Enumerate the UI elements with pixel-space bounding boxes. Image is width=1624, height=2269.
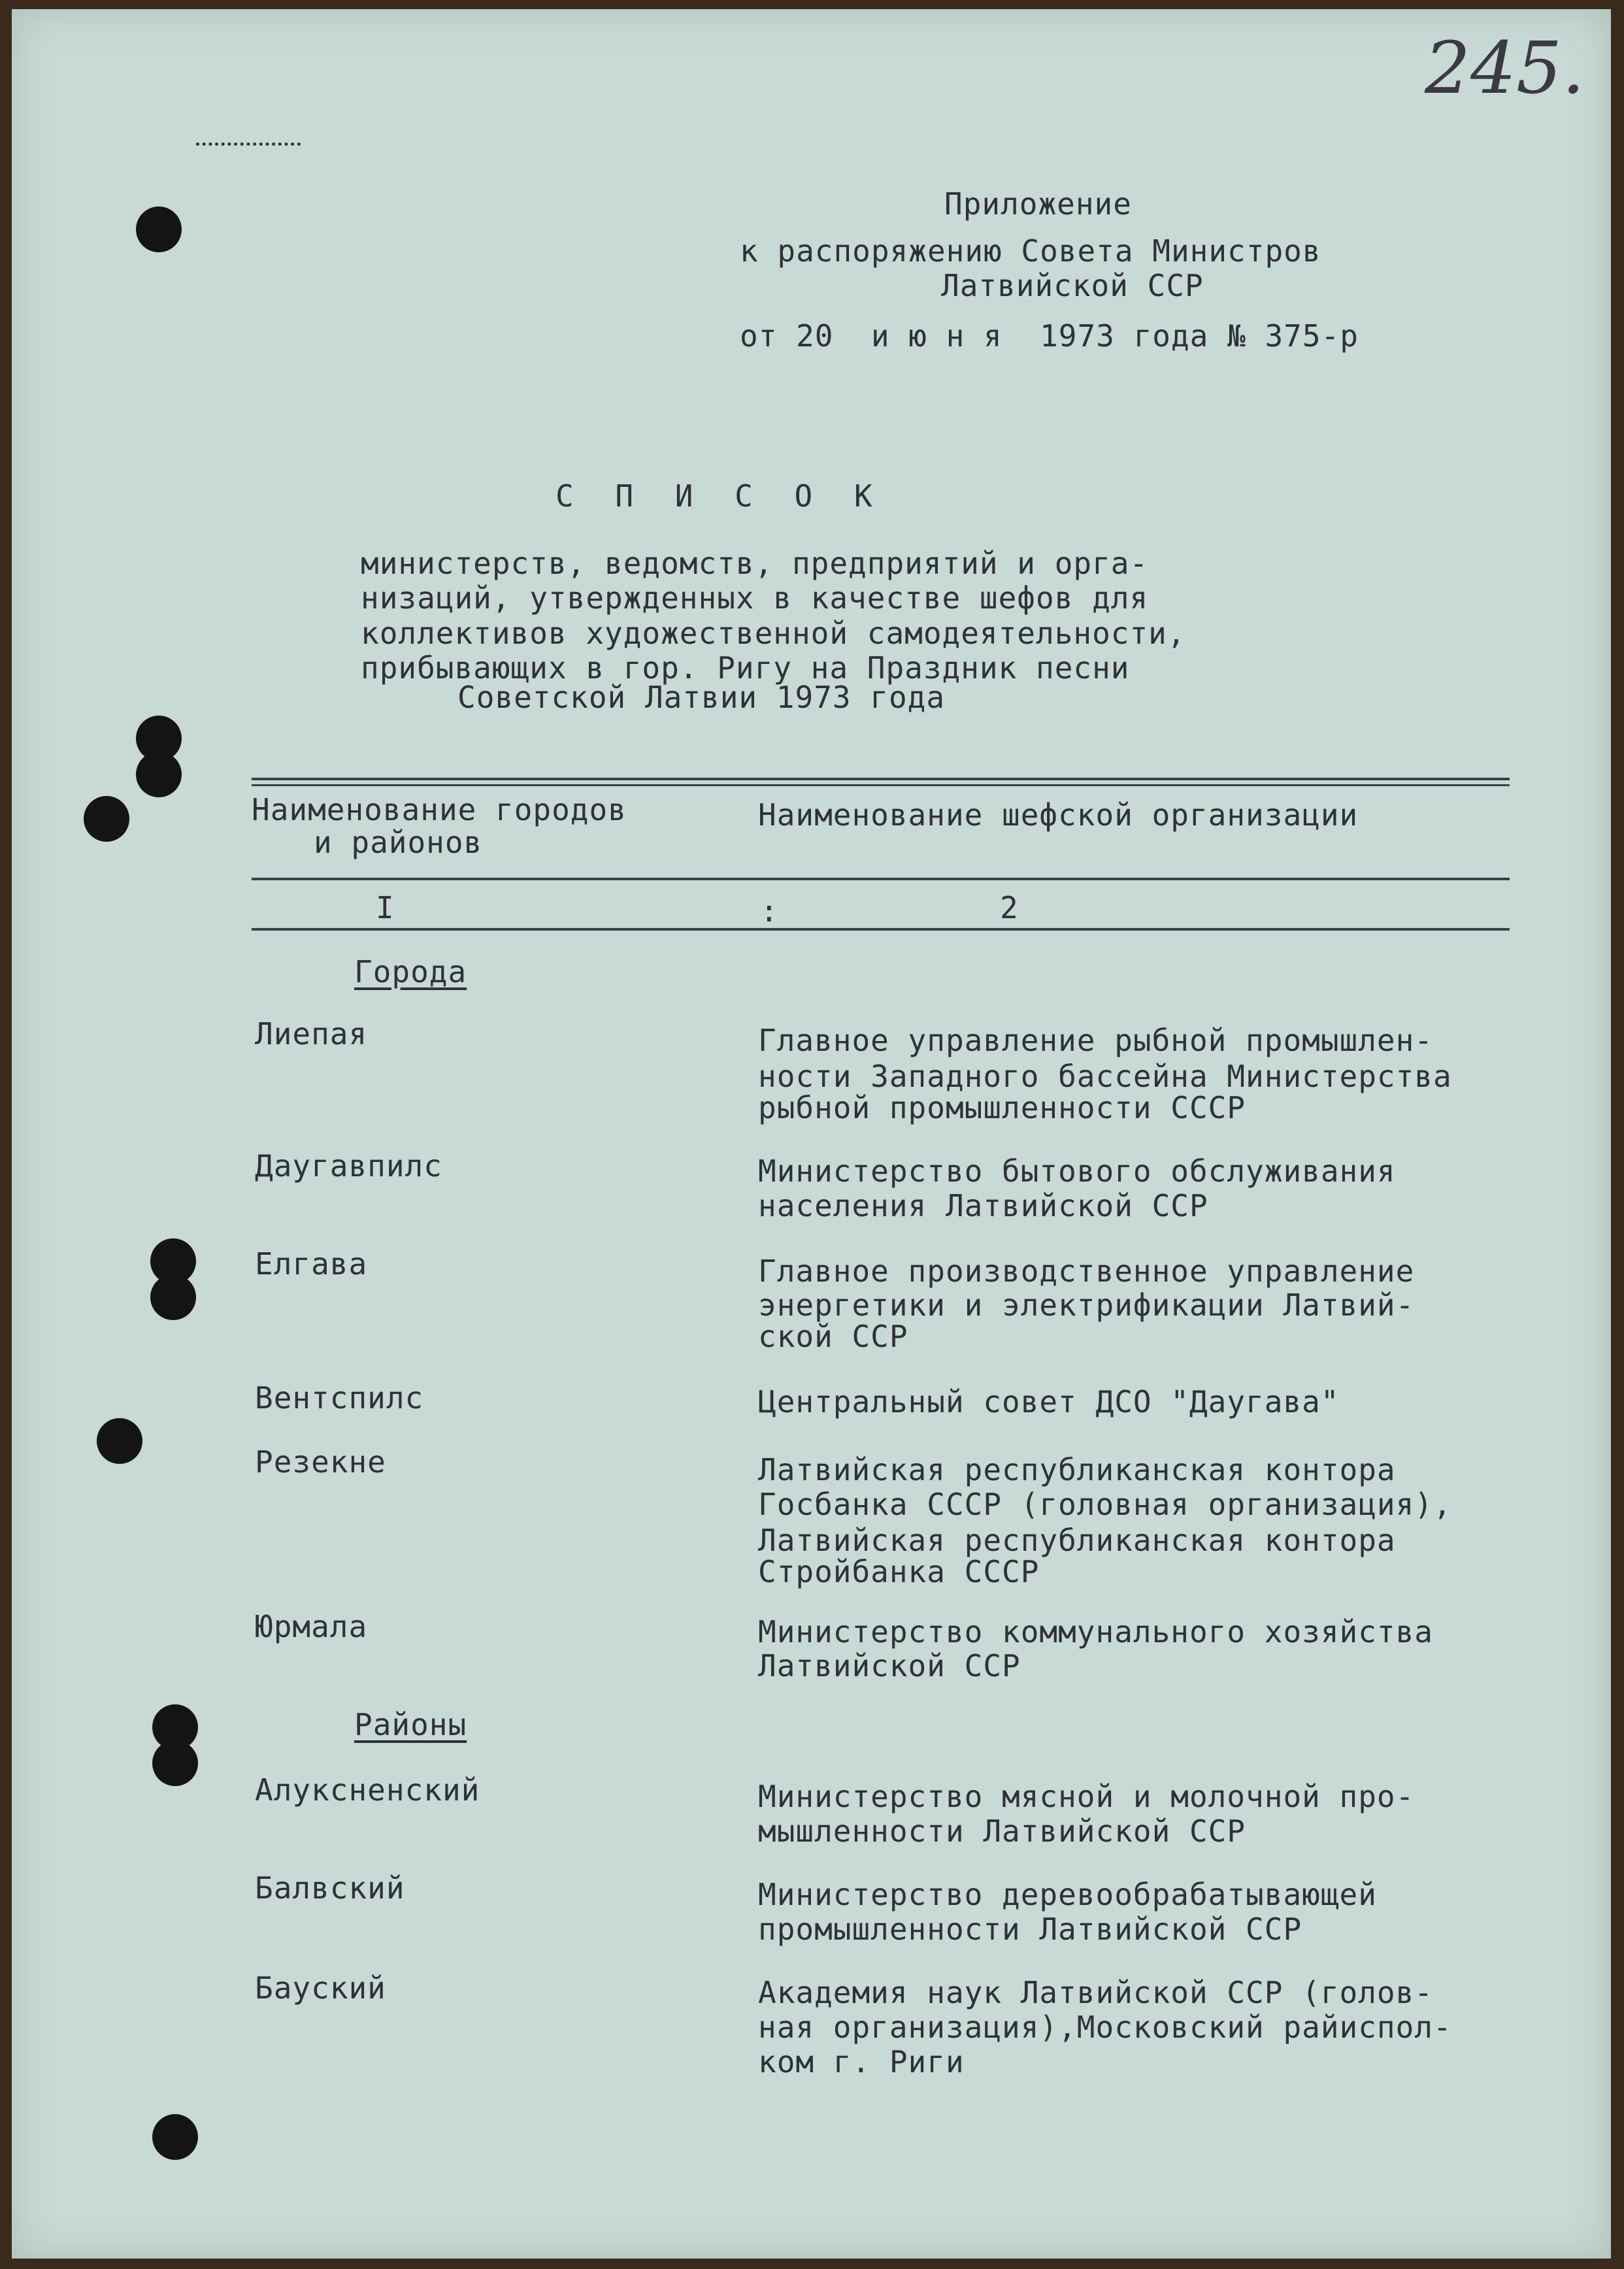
column-1-header-line-2: и районов xyxy=(314,825,483,860)
org-line: населения Латвийской ССР xyxy=(758,1188,1208,1223)
title-line-2: низаций, утвержденных в качестве шефов для xyxy=(361,580,1149,616)
org-line: Латвийская республиканская контора xyxy=(758,1523,1396,1558)
section-title-districts: Районы xyxy=(354,1707,467,1742)
org-line: Центральный совет ДСО "Даугава" xyxy=(758,1384,1340,1419)
city-name: Вентспилс xyxy=(255,1380,424,1416)
table-top-rule xyxy=(252,778,1510,786)
org-line: Министерство бытового обслуживания xyxy=(758,1153,1396,1189)
section-title-cities: Города xyxy=(354,954,467,989)
binder-hole xyxy=(136,207,182,252)
org-line: Латвийская республиканская контора xyxy=(758,1452,1396,1487)
org-line: Госбанка СССР (головная организация), xyxy=(758,1487,1452,1522)
title-line-4: прибывающих в гор. Ригу на Праздник песни xyxy=(361,650,1130,686)
title-line-3: коллективов художественной самодеятельности, xyxy=(361,616,1186,651)
org-line: Академия наук Латвийской ССР (голов- xyxy=(758,1975,1433,2010)
city-name: Резекне xyxy=(255,1444,386,1480)
org-line: Министерство мясной и молочной про- xyxy=(758,1779,1415,1814)
org-line: Министерство коммунального хозяйства xyxy=(758,1614,1433,1649)
binder-hole xyxy=(152,1740,198,1786)
org-line: ской ССР xyxy=(758,1319,908,1354)
appendix-line-4: от 20 и ю н я 1973 года № 375-р xyxy=(740,318,1359,354)
org-line: ности Западного бассейна Министерства xyxy=(758,1059,1452,1094)
binder-hole xyxy=(97,1418,142,1464)
district-name: Бауский xyxy=(255,1970,386,2006)
title-line-5: Советской Латвии 1973 года xyxy=(457,680,946,715)
org-line: рыбной промышленности СССР xyxy=(758,1090,1246,1125)
binder-hole xyxy=(136,752,182,797)
district-name: Балвский xyxy=(255,1870,405,1906)
city-name: Лиепая xyxy=(255,1016,368,1052)
numbers-bottom-rule xyxy=(252,928,1510,931)
org-line: Главное управление рыбной промышлен- xyxy=(758,1023,1433,1058)
org-line: Стройбанка СССР xyxy=(758,1554,1040,1589)
org-line: ная организация),Московский райиспол- xyxy=(758,2010,1452,2045)
document-title: С П И С О К xyxy=(555,478,884,514)
column-1-header-line-1: Наименование городов xyxy=(252,792,627,827)
column-2-header: Наименование шефской организации xyxy=(758,797,1359,833)
org-line: ком г. Риги xyxy=(758,2044,965,2079)
city-name: Елгава xyxy=(255,1246,368,1282)
title-line-1: министерств, ведомств, предприятий и орга- xyxy=(361,546,1149,581)
column-1-number: I xyxy=(376,890,395,925)
binder-hole xyxy=(152,2114,198,2160)
org-line: Министерство деревообрабатывающей xyxy=(758,1877,1377,1912)
appendix-line-3: Латвийской ССР xyxy=(941,268,1204,303)
org-line: энергетики и электрификации Латвий- xyxy=(758,1287,1415,1323)
binder-hole xyxy=(84,796,129,842)
appendix-line-1: Приложение xyxy=(944,186,1132,222)
org-line: мышленности Латвийской ССР xyxy=(758,1814,1246,1849)
column-2-number: 2 xyxy=(1000,890,1019,925)
column-separator: : xyxy=(760,893,779,929)
binder-hole xyxy=(150,1274,196,1320)
org-line: промышленности Латвийской ССР xyxy=(758,1912,1302,1947)
header-bottom-rule xyxy=(252,878,1510,880)
district-name: Алуксненский xyxy=(255,1772,480,1808)
page-number: 245. xyxy=(1425,26,1585,110)
city-name: Даугавпилс xyxy=(255,1148,442,1184)
appendix-line-2: к распоряжению Совета Министров xyxy=(740,233,1321,269)
org-line: Латвийской ССР xyxy=(758,1648,1021,1683)
margin-mark xyxy=(196,142,301,150)
org-line: Главное производственное управление xyxy=(758,1253,1415,1289)
city-name: Юрмала xyxy=(255,1609,368,1644)
